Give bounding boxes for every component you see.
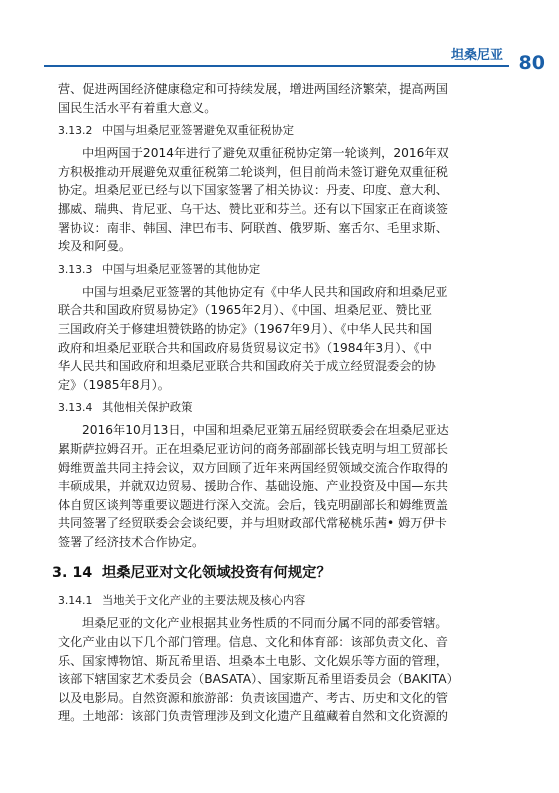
- section-heading-3-13-2: [58, 123, 508, 139]
- paragraph-protection-policies: [58, 421, 508, 551]
- text-line: 体自贸区谈判等重要议题进行深入交流。会后，钱克明副部长和姆维贾盖: [58, 497, 448, 512]
- text-line: 中国与坦桑尼亚签署的其他协定有《中华人民共和国政府和坦桑尼亚: [82, 284, 448, 299]
- page-content: [52, 80, 508, 726]
- text-line: 挪威、瑞典、肯尼亚、乌干达、赞比亚和芬兰。还有以下国家正在商谈签: [58, 201, 448, 216]
- text-line: 联合共和国政府贸易协定》（1965年2月）、《中国、坦桑尼亚、赞比亚: [58, 303, 432, 318]
- section-title: 其他相关保护政策: [102, 401, 193, 415]
- text-line: 政府和坦桑尼亚联合共和国政府易货贸易议定书》（1984年3月）、《中: [58, 340, 432, 355]
- text-line: 累斯萨拉姆召开。正在坦桑尼亚访问的商务部副部长钱克明与坦工贸部长: [58, 441, 448, 456]
- text-line: 方积极推动开展避免双重征税第二轮谈判，但目前尚未签订避免双重征税: [58, 164, 448, 179]
- section-number: 3.14.1: [58, 594, 93, 608]
- paragraph-other-agreements: [58, 283, 508, 395]
- text-line: 姆维贾盖共同主持会议，双方回顾了近年来两国经贸领域交流合作取得的: [58, 460, 448, 475]
- paragraph-tax-agreement: [58, 144, 508, 256]
- text-line: 签署了经济技术合作协定。: [58, 534, 205, 549]
- text-line: 中坦两国于2014年进行了避免双重征税协定第一轮谈判，2016年双: [82, 146, 449, 161]
- text-line: 营、促进两国经济健康稳定和可持续发展，增进两国经济繁荣，提高两国: [58, 82, 448, 96]
- text-line: 理。土地部：该部门负责管理涉及到文化遗产且蕴藏着自然和文化资源的: [58, 709, 448, 724]
- section-title: 中国与坦桑尼亚签署的其他协定: [102, 262, 261, 276]
- section-title: 中国与坦桑尼亚签署避免双重征税协定: [102, 124, 295, 138]
- section-number: 3.13.3: [58, 262, 93, 276]
- text-line: 国民生活水平有着重大意义。: [58, 100, 217, 115]
- text-line: 该部下辖国家艺术委员会（BASATA）、国家斯瓦希里语委员会（BAKITA）: [58, 672, 459, 687]
- text-line: 三国政府关于修建坦赞铁路的协定》（1967年9月）、《中华人民共和国: [58, 321, 432, 336]
- section-title: 坦桑尼亚对文化领域投资有何规定？: [102, 565, 331, 582]
- section-heading-3-13-3: [58, 262, 508, 278]
- section-title: 当地关于文化产业的主要法规及核心内容: [102, 594, 306, 608]
- text-line: 定》（1985年8月）。: [58, 377, 170, 392]
- header-title: 坦桑尼亚: [450, 48, 503, 63]
- page-number: 80: [518, 52, 545, 74]
- text-line: 乐、国家博物馆、斯瓦希里语、坦桑本土电影、文化娱乐等方面的管理，: [58, 653, 448, 668]
- text-line: 华人民共和国政府和坦桑尼亚联合共和国政府关于成立经贸混委会的协: [58, 359, 436, 374]
- text-line: 协定。坦桑尼亚已经与以下国家签署了相关协议：丹麦、印度、意大利、: [58, 183, 448, 198]
- section-number: 3. 14: [52, 565, 93, 582]
- text-line: 以及电影局。自然资源和旅游部：负责该国遗产、考古、历史和文化的管: [58, 690, 448, 705]
- section-heading-3-14-1: [58, 593, 508, 609]
- section-number: 3.13.4: [58, 401, 93, 415]
- text-line: 埃及和阿曼。: [58, 239, 132, 254]
- intro-paragraph: [58, 80, 508, 117]
- text-line: 坦桑尼亚的文化产业根据其业务性质的不同而分属不同的部委管辖。: [82, 616, 448, 631]
- paragraph-culture-regulations: [58, 614, 508, 726]
- section-heading-3-14: [52, 563, 508, 583]
- text-line: 文化产业由以下几个部门管理。信息、文化和体育部：该部负责文化、音: [58, 635, 448, 650]
- text-line: 署协议：南非、韩国、津巴布韦、阿联酋、俄罗斯、塞舌尔、毛里求斯、: [58, 220, 448, 235]
- text-line: 丰硕成果，并就双边贸易、援助合作、基础设施、产业投资及中国—东共: [58, 479, 448, 494]
- text-line: 共同签署了经贸联委会会谈纪要，并与坦财政部代常秘桃乐茜• 姆万伊卡: [58, 516, 447, 531]
- text-line: 2016年10月13日，中国和坦桑尼亚第五届经贸联委会在坦桑尼亚达: [82, 423, 449, 438]
- page-header: [0, 38, 559, 76]
- section-number: 3.13.2: [58, 124, 93, 138]
- header-rule: [44, 65, 509, 67]
- section-heading-3-13-4: [58, 400, 508, 416]
